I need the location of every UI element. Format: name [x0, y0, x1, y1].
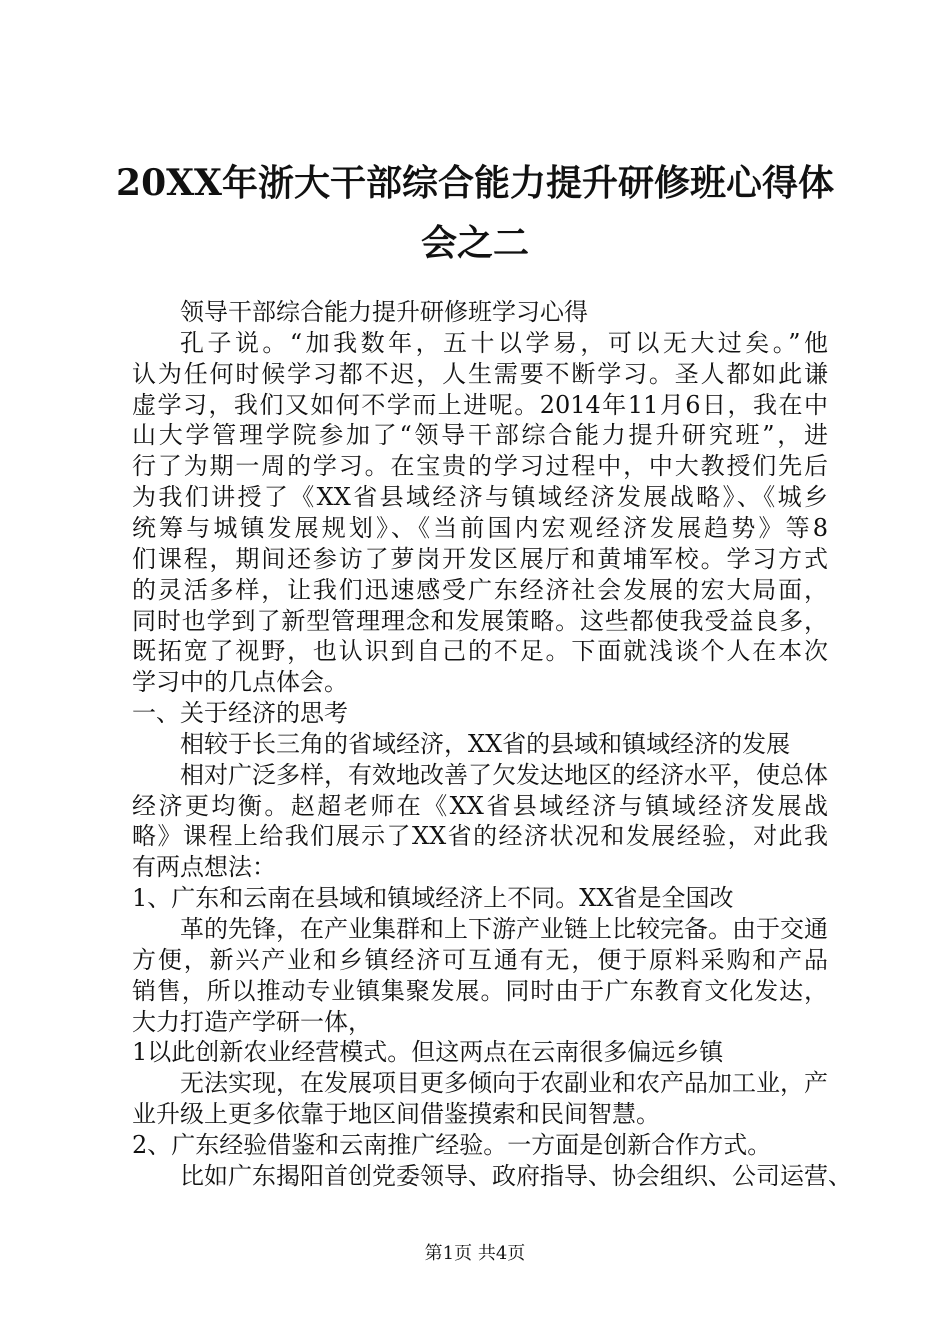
paragraph-line: 1、广东和云南在县域和镇域经济上不同。XX省是全国改	[132, 884, 734, 912]
paragraph-line: 统筹与城镇发展规划》、《当前国内宏观经济发展趋势》等8	[132, 514, 828, 542]
document-title-line-2: 会之二	[420, 222, 529, 264]
section-heading: 一、关于经济的思考	[132, 699, 348, 727]
paragraph-line: 大力打造产学研一体，	[132, 1008, 372, 1036]
paragraph-line: 行了为期一周的学习。在宝贵的学习过程中，中大教授们先后	[132, 452, 828, 480]
paragraph-line: 2、广东经验借鉴和云南推广经验。一方面是创新合作方式。	[132, 1131, 772, 1159]
paragraph-line: 学习中的几点体会。	[132, 668, 348, 696]
paragraph-line: 相较于长三角的省域经济，XX省的县域和镇域经济的发展	[180, 730, 791, 758]
paragraph-line: 略》课程上给我们展示了XX省的经济状况和发展经验，对此我	[132, 822, 828, 850]
document-title-line-1: 20XX年浙大干部综合能力提升研修班心得体	[116, 162, 834, 204]
page-footer: 第1页 共4页	[424, 1243, 526, 1264]
paragraph-line: 无法实现，在发展项目更多倾向于农副业和农产品加工业，产	[180, 1069, 828, 1097]
paragraph-line: 认为任何时候学习都不迟，人生需要不断学习。圣人都如此谦	[132, 360, 828, 388]
paragraph-line: 孔子说。“加我数年，五十以学易，可以无大过矣。”他	[180, 329, 828, 357]
paragraph-line: 比如广东揭阳首创党委领导、政府指导、协会组织、公司运营、	[180, 1162, 852, 1190]
paragraph-line: 业升级上更多依靠于地区间借鉴摸索和民间智慧。	[132, 1100, 660, 1128]
paragraph-line: 为我们讲授了《XX省县域经济与镇域经济发展战略》、《城乡	[132, 483, 828, 511]
paragraph-line: 革的先锋，在产业集群和上下游产业链上比较完备。由于交通	[180, 915, 828, 943]
paragraph-line: 销售，所以推动专业镇集聚发展。同时由于广东教育文化发达，	[132, 977, 828, 1005]
paragraph-line: 方便，新兴产业和乡镇经济可互通有无，便于原料采购和产品	[132, 946, 828, 974]
paragraph-line: 虚学习，我们又如何不学而上进呢。2014年11月6日，我在中	[132, 391, 828, 419]
paragraph-line: 既拓宽了视野，也认识到自己的不足。下面就浅谈个人在本次	[132, 637, 828, 665]
paragraph-line: 的灵活多样，让我们迅速感受广东经济社会发展的宏大局面，	[132, 576, 828, 604]
paragraph-line: 经济更均衡。赵超老师在《XX省县域经济与镇域经济发展战	[132, 792, 828, 820]
document-subtitle: 领导干部综合能力提升研修班学习心得	[180, 298, 588, 326]
paragraph-line: 1以此创新农业经营模式。但这两点在云南很多偏远乡镇	[132, 1038, 724, 1066]
paragraph-line: 有两点想法：	[132, 853, 276, 881]
paragraph-line: 同时也学到了新型管理理念和发展策略。这些都使我受益良多，	[132, 607, 828, 635]
paragraph-line: 山大学管理学院参加了“领导干部综合能力提升研究班”，进	[132, 421, 828, 449]
paragraph-line: 们课程，期间还参访了萝岗开发区展厅和黄埔军校。学习方式	[132, 545, 828, 573]
paragraph-line: 相对广泛多样，有效地改善了欠发达地区的经济水平，使总体	[180, 761, 828, 789]
